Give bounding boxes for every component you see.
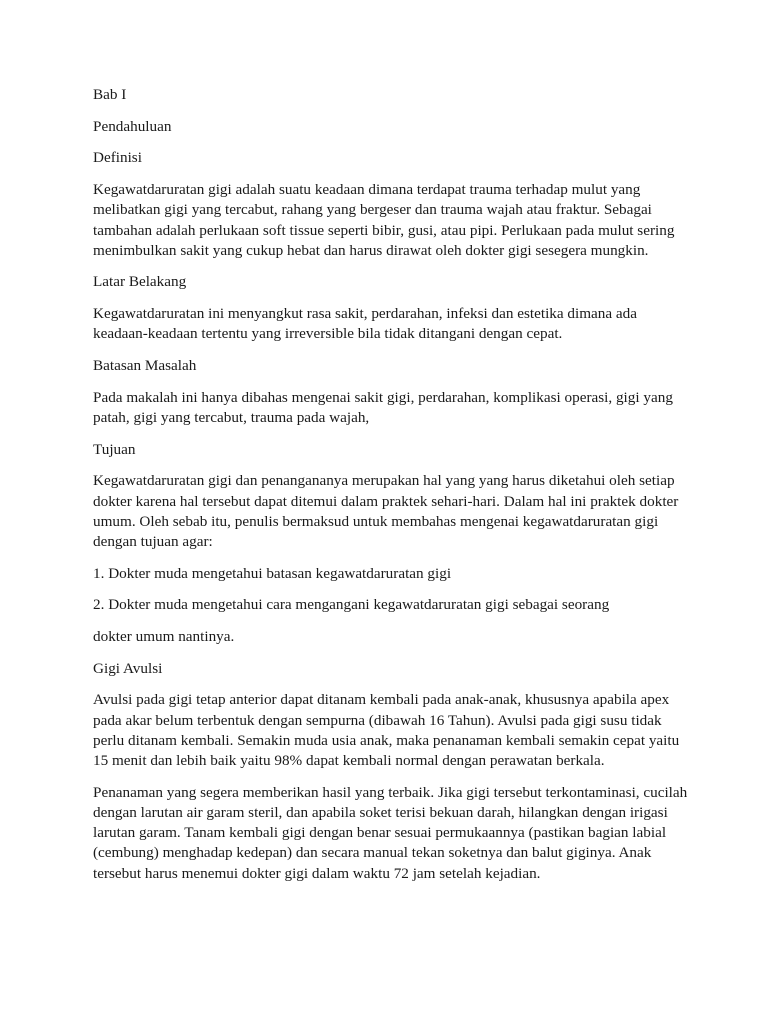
paragraph-latar-belakang: Kegawatdaruratan ini menyangkut rasa sakit, perdarahan, infeksi dan estetika dimana ada keadaan-keadaan tertentu yang irreversible bila tidak ditangani dengan cepat. xyxy=(93,305,637,343)
paragraph-gigi-avulsi-1: Avulsi pada gigi tetap anterior dapat ditanam kembali pada anak-anak, khususnya apabila apex pada akar belum terbentuk dengan sempurna (dibawah 16 Tahun). Avulsi pada gigi susu tidak perlu ditanam kembali. Semakin muda usia anak, maka penanaman kembali semakin cepat yaitu 15 menit dan lebih baik yaitu 98% dapat kembali normal dengan perawatan berkala. xyxy=(93,691,680,770)
paragraph-definisi: Kegawatdaruratan gigi adalah suatu keadaan dimana terdapat trauma terhadap mulut yang melibatkan gigi yang tercabut, rahang yang bergeser dan trauma wajah atau fraktur. Sebagai tambahan adalah perlukaan soft tissue seperti bibir, gusi, atau pipi. Perlukaan pada mulut sering menimbulkan sakit yang cukup hebat dan harus dirawat oleh dokter gigi sesegera mungkin. xyxy=(93,181,675,259)
list-item-tujuan-2: 2. Dokter muda mengetahui cara mengangani kegawatdaruratan gigi sebagai seorang xyxy=(93,596,610,614)
subheading-definisi: Definisi xyxy=(93,149,142,167)
subheading-tujuan: Tujuan xyxy=(93,440,136,458)
subheading-gigi-avulsi: Gigi Avulsi xyxy=(93,659,163,677)
section-title-pendahuluan: Pendahuluan xyxy=(93,117,172,135)
paragraph-gigi-avulsi-2: Penanaman yang segera memberikan hasil yang terbaik. Jika gigi tersebut terkontaminasi, cucilah dengan larutan air garam steril, dan apabila soket terisi bekuan darah, hilangkan dengan irigasi larutan garam. Tanam kembali gigi dengan benar sesuai permukaannya (pastikan bagian labial (cembung) menghadap kedepan) dan secara manual tekan soketnya dan balut giginya. Anak tersebut harus menemui dokter gigi dalam waktu 72 jam setelah kejadian. xyxy=(93,783,688,882)
paragraph-tujuan: Kegawatdaruratan gigi dan penangananya merupakan hal yang yang harus diketahui oleh setiap dokter karena hal tersebut dapat ditemui dalam praktek sehari-hari. Dalam hal ini praktek dokter umum. Oleh sebab itu, penulis bermaksud untuk membahas mengenai kegawatdaruratan gigi dengan tujuan agar: xyxy=(93,472,679,550)
list-item-tujuan-1: 1. Dokter muda mengetahui batasan kegawatdaruratan gigi xyxy=(93,564,452,582)
subheading-latar-belakang: Latar Belakang xyxy=(93,273,187,291)
paragraph-continuation: dokter umum nantinya. xyxy=(93,628,235,646)
paragraph-batasan-masalah: Pada makalah ini hanya dibahas mengenai sakit gigi, perdarahan, komplikasi operasi, gigi yang patah, gigi yang tercabut, trauma pada wajah, xyxy=(93,388,673,426)
subheading-batasan-masalah: Batasan Masalah xyxy=(93,357,197,375)
document-body xyxy=(93,85,688,895)
chapter-heading: Bab I xyxy=(93,86,127,103)
